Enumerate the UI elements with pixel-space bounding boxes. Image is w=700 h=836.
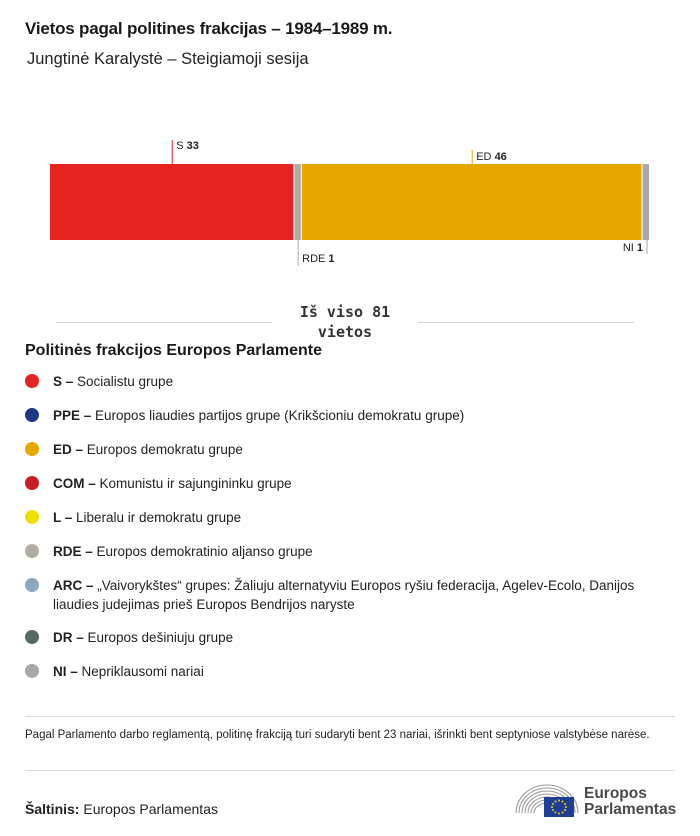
legend-label	[53, 628, 233, 647]
total-divider-left	[56, 322, 272, 323]
logo-line-1: Europos	[584, 785, 647, 802]
note-divider-bottom	[25, 770, 675, 771]
legend-color-dot	[25, 442, 39, 456]
legend-item	[25, 542, 665, 561]
legend-abbr: RDE –	[53, 544, 93, 559]
legend-item	[25, 372, 665, 391]
legend-label	[53, 474, 292, 493]
legend-color-dot	[25, 510, 39, 524]
legend-label	[53, 440, 243, 459]
data-label-ni: NI 1	[622, 242, 643, 254]
legend-description: Europos dešiniuju grupe	[83, 630, 234, 645]
legend-color-dot	[25, 374, 39, 388]
legend-color-dot	[25, 476, 39, 490]
legend-abbr: COM –	[53, 476, 96, 491]
bar-rde	[294, 164, 300, 240]
legend-item	[25, 474, 665, 493]
legend-abbr: L –	[53, 510, 73, 525]
legend-abbr: ARC –	[53, 578, 94, 593]
legend-description: Europos liaudies partijos grupe (Krikšcioniu demokratu grupe)	[91, 408, 465, 423]
hemicycle-flag-icon	[512, 779, 582, 821]
legend-description: Europos demokratu grupe	[83, 442, 243, 457]
legend-item	[25, 440, 665, 459]
total-label	[272, 302, 418, 342]
legend-color-dot	[25, 544, 39, 558]
legend-abbr: DR –	[53, 630, 84, 645]
legend-abbr: PPE –	[53, 408, 92, 423]
total-line-1: Iš viso 81	[299, 303, 391, 321]
total-line-2: vietos	[317, 323, 373, 341]
chart-subtitle: Jungtinė Karalystė – Steigiamoji sesija	[27, 50, 309, 68]
legend-description: Socialistu grupe	[73, 374, 174, 389]
legend-color-dot	[25, 408, 39, 422]
data-label-rde: RDE 1	[302, 253, 335, 265]
legend-item	[25, 628, 665, 647]
source	[25, 801, 218, 817]
bar-s	[50, 164, 293, 240]
legend-abbr: ED –	[53, 442, 84, 457]
legend-item	[25, 508, 665, 527]
data-label-s: S 33	[176, 140, 199, 152]
legend-label	[53, 576, 665, 614]
note-divider-top	[25, 716, 675, 717]
data-label-ed: ED 46	[476, 151, 507, 163]
legend-item	[25, 406, 665, 425]
chart-title: Vietos pagal politines frakcijas – 1984–1989 m.	[25, 19, 393, 38]
bar-ed	[302, 164, 642, 240]
seat-bar-chart	[0, 130, 700, 270]
legend-description: Nepriklausomi nariai	[77, 664, 204, 679]
legend-item	[25, 576, 665, 614]
legend-description: Europos demokratinio aljanso grupe	[92, 544, 313, 559]
legend-item	[25, 662, 665, 681]
total-seats	[0, 300, 700, 340]
legend-color-dot	[25, 578, 39, 592]
bar-ni	[643, 164, 649, 240]
source-value: Europos Parlamentas	[79, 801, 218, 817]
legend-abbr: S –	[53, 374, 74, 389]
footnote: Pagal Parlamento darbo reglamentą, politinę frakciją turi sudaryti bent 23 nariai, išrinkti bent septyniose valstybėse narėse.	[25, 729, 650, 741]
legend-description: Liberalu ir demokratu grupe	[72, 510, 242, 525]
legend-color-dot	[25, 630, 39, 644]
legend-abbr: NI –	[53, 664, 78, 679]
legend-description: Komunistu ir sajungininku grupe	[95, 476, 292, 491]
legend-label	[53, 508, 241, 527]
source-label: Šaltinis:	[25, 801, 80, 817]
logo-line-2: Parlamentas	[584, 801, 677, 818]
legend-label	[53, 406, 464, 425]
legend-title: Politinės frakcijos Europos Parlamente	[25, 342, 322, 359]
total-divider-right	[418, 322, 634, 323]
legend-label	[53, 542, 313, 561]
legend-label	[53, 372, 173, 391]
logo-text	[584, 786, 676, 818]
legend-color-dot	[25, 664, 39, 678]
ep-logo	[512, 779, 682, 821]
legend-description: „Vaivorykštes“ grupes: Žaliuju alternatyviu Europos ryšiu federacija, Agelev-Ecolo, Danijos liaudies judejimas prieš Europos Bendrijos naryste	[53, 578, 635, 612]
legend-label	[53, 662, 204, 681]
